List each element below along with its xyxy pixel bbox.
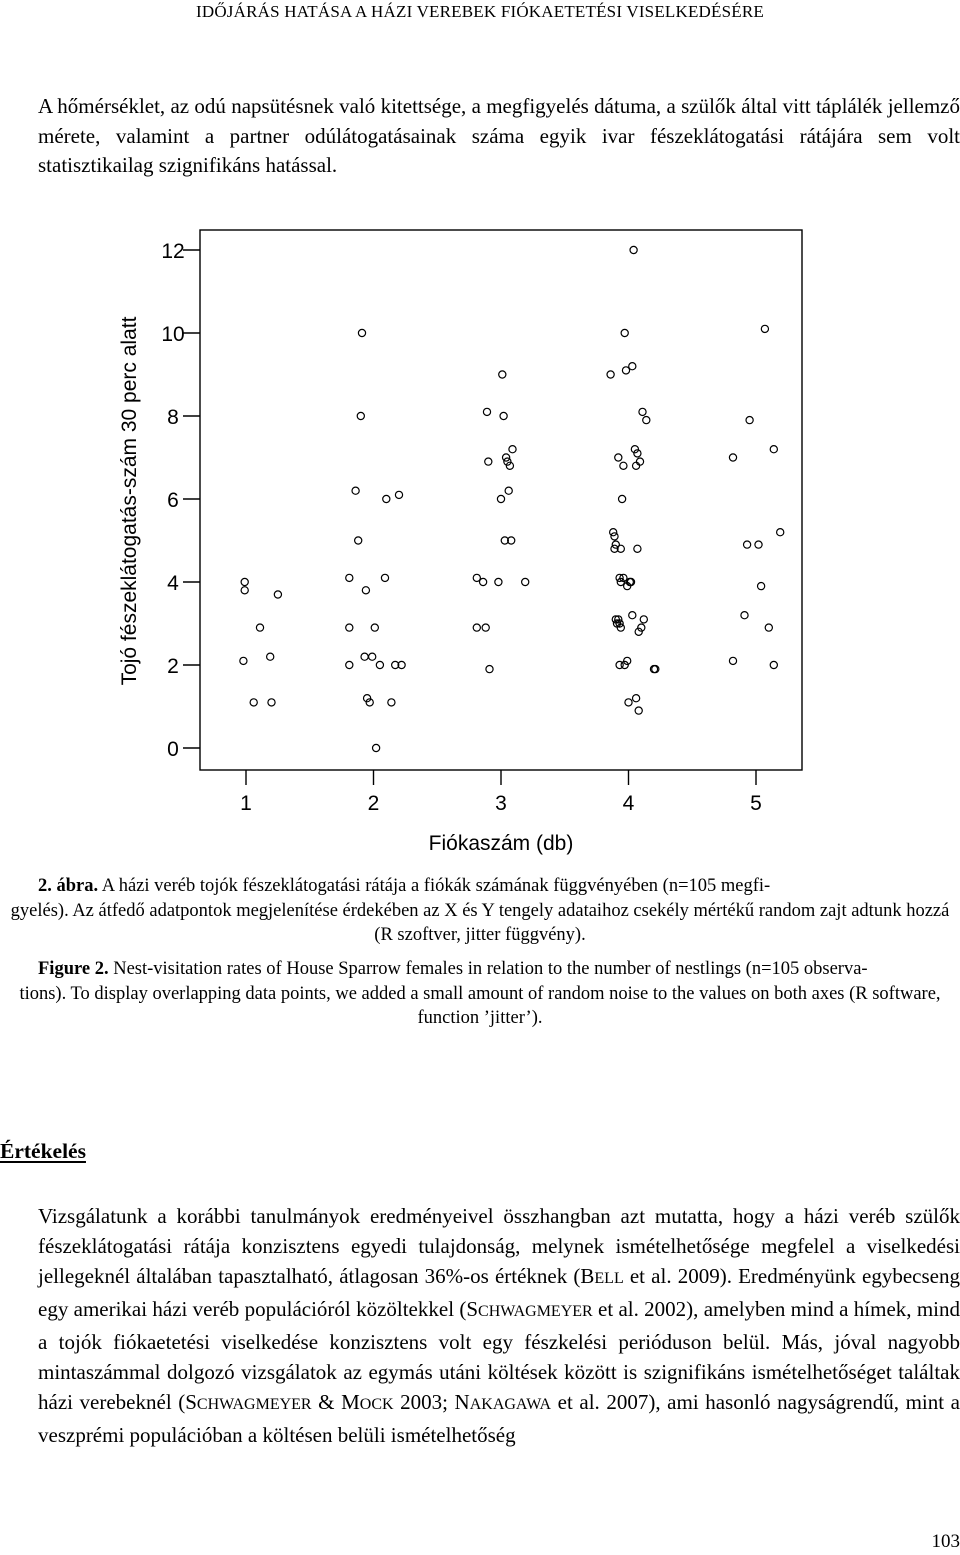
author-bell-initial: B [580, 1264, 595, 1288]
caption-en-line1 [0, 957, 960, 982]
caption-en-text2: tions). To display overlapping data points, we added a small amount of random noise to the values on both axes (R software, function ’jitter’). [19, 983, 941, 1028]
data-point [758, 583, 765, 590]
y-tick-label: 0 [167, 738, 179, 761]
data-point [643, 417, 650, 424]
section-title: Értékelés [0, 1139, 86, 1163]
data-point [388, 699, 395, 706]
ampersand: & [311, 1390, 342, 1414]
y-tick-label: 2 [167, 655, 179, 678]
y-axis-label: Tojó fészeklátogatás-szám 30 perc alatt [118, 316, 141, 686]
data-point [633, 695, 640, 702]
caption-en-label: Figure 2. [38, 959, 109, 979]
x-tick-label: 5 [750, 792, 762, 815]
caption-hu-line1 [0, 874, 960, 899]
data-point [361, 653, 368, 660]
data-point [362, 587, 369, 594]
author-mock [341, 1390, 393, 1414]
data-point [352, 487, 359, 494]
data-point [630, 246, 637, 253]
data-point [625, 699, 632, 706]
data-point [383, 495, 390, 502]
data-point [635, 707, 642, 714]
y-tick-label: 6 [167, 489, 179, 512]
caption-hu-text2: gyelés). Az átfedő adatpontok megjelenítése érdekében az X és Y tengely adataihoz csekély mértékű random zajt adtunk hozzá (R szoftver, jitter függvény). [10, 900, 950, 945]
author-schwagmeyer-2 [185, 1390, 311, 1414]
caption-hu-label: 2. ábra. [38, 876, 99, 896]
data-point [346, 574, 353, 581]
data-point [241, 578, 248, 585]
data-point [499, 371, 506, 378]
data-point [620, 462, 627, 469]
x-tick-label: 3 [495, 792, 507, 815]
y-tick-label: 4 [167, 572, 179, 595]
data-point [639, 408, 646, 415]
para-part3: et al. 2002), amelyben mind a hímek, mind a tojók fiókaetetési viselkedése konzisztens volt egy fészkelési perióduson belül. Más, jóval nagyobb mintaszámmal dolgozó vizsgálatok az egymás utáni költések között is szignifikáns ismételhetőséget találtak házi verebeknél ( [38, 1297, 960, 1414]
data-point [615, 454, 622, 461]
data-point [482, 624, 489, 631]
data-point [473, 624, 480, 631]
data-point [741, 612, 748, 619]
data-point [612, 541, 619, 548]
figure-caption-en [0, 957, 960, 1031]
author-naka-initial: N [454, 1390, 470, 1414]
intro-text: A hőmérséklet, az odú napsütésnek való kitettsége, a megfigyelés dátuma, a szülők által vitt táplálék jellemző mérete, valamint a partner odúlátogatásainak száma egyik ivar fészeklátogatási rátájára sem volt statisztikailag szignifikáns hatással. [38, 94, 960, 177]
author-mock-initial: M [341, 1390, 360, 1414]
data-point [729, 657, 736, 664]
data-point [346, 624, 353, 631]
y-tick-label: 12 [161, 240, 185, 263]
data-point [619, 495, 626, 502]
data-point [765, 624, 772, 631]
y-axis [161, 240, 200, 761]
data-point [241, 587, 248, 594]
data-point [497, 495, 504, 502]
data-point [373, 744, 380, 751]
data-point [636, 458, 643, 465]
data-point [634, 545, 641, 552]
para-part2: et al. 2009). Eredményünk egybecseng egy amerikai házi veréb populációról közöltekkel ( [38, 1264, 960, 1321]
caption-hu-text1: A házi veréb tojók fészeklátogatási rátája a fiókák számának függvényében (n=105 megfi- [98, 876, 771, 896]
data-point [355, 537, 362, 544]
data-point [268, 699, 275, 706]
data-point [250, 699, 257, 706]
para-part1: Vizsgálatunk a korábbi tanulmányok eredményeivel összhangban azt mutatta, hogy a házi veréb szülők fészeklátogatási rátája konzisztens egyedi tulajdonság, melynek ismételhetősége megfelel a viselkedési jellegeknél általában tapasztalható, átlagosan 36%-os értéknek ( [38, 1204, 960, 1288]
data-point [777, 529, 784, 536]
author-schw-initial: S [466, 1297, 479, 1321]
para-part5: et al. 2007), ami hasonló nagyságrendű, mint a veszprémi populációban a költésen belüli ismételhetőség [38, 1390, 960, 1447]
data-point [629, 363, 636, 370]
author-bell-rest: ELL [594, 1270, 624, 1287]
data-point [381, 574, 388, 581]
page-number: 103 [931, 1531, 960, 1552]
data-point [369, 653, 376, 660]
x-tick-label: 1 [240, 792, 252, 815]
data-point [755, 541, 762, 548]
data-point [629, 612, 636, 619]
data-points [240, 246, 784, 751]
plot-frame [200, 230, 802, 770]
x-tick-label: 2 [367, 792, 380, 815]
x-tick-label: 4 [622, 792, 635, 815]
data-point [640, 616, 647, 623]
y-tick-label: 8 [167, 406, 179, 429]
para-part4: 2003; [393, 1390, 455, 1414]
data-point [483, 408, 490, 415]
data-point [357, 412, 364, 419]
x-axis [240, 770, 762, 815]
data-point [746, 417, 753, 424]
data-point [240, 657, 247, 664]
author-naka-rest: AKAGAWA [469, 1396, 552, 1413]
data-point [346, 661, 353, 668]
data-point [770, 661, 777, 668]
data-point [505, 487, 512, 494]
running-header: IDŐJÁRÁS HATÁSA A HÁZI VEREBEK FIÓKAETETÉSI VISELKEDÉSÉRE [195, 2, 764, 21]
author-schw-rest: CHWAGMEYER [478, 1303, 593, 1320]
data-point [500, 412, 507, 419]
data-point [480, 578, 487, 585]
caption-en-text1: Nest-visitation rates of House Sparrow females in relation to the number of nestlings (n=105 observa- [108, 959, 868, 979]
author-nakagawa [455, 1390, 552, 1414]
data-point [744, 541, 751, 548]
author-mock-rest: OCK [359, 1396, 394, 1413]
data-point [729, 454, 736, 461]
data-point [371, 624, 378, 631]
x-axis-label: Fiókaszám (db) [428, 832, 574, 855]
data-point [522, 578, 529, 585]
data-point [274, 591, 281, 598]
data-point [633, 462, 640, 469]
data-point [376, 661, 383, 668]
figure-caption-hu [0, 874, 960, 948]
section-paragraph [0, 1201, 960, 1450]
data-point [621, 329, 628, 336]
data-point [256, 624, 263, 631]
data-point [770, 446, 777, 453]
data-point [485, 458, 492, 465]
data-point [267, 653, 274, 660]
y-tick-label: 10 [161, 323, 185, 346]
data-point [495, 578, 502, 585]
data-point [761, 325, 768, 332]
data-point [395, 491, 402, 498]
author-bell [580, 1264, 623, 1288]
data-point [509, 446, 516, 453]
author-schw2-rest: CHWAGMEYER [196, 1396, 312, 1413]
author-schw2-initial: S [185, 1390, 197, 1414]
author-schwagmeyer [466, 1297, 592, 1321]
data-point [486, 666, 493, 673]
data-point [611, 533, 618, 540]
data-point [358, 329, 365, 336]
data-point [607, 371, 614, 378]
